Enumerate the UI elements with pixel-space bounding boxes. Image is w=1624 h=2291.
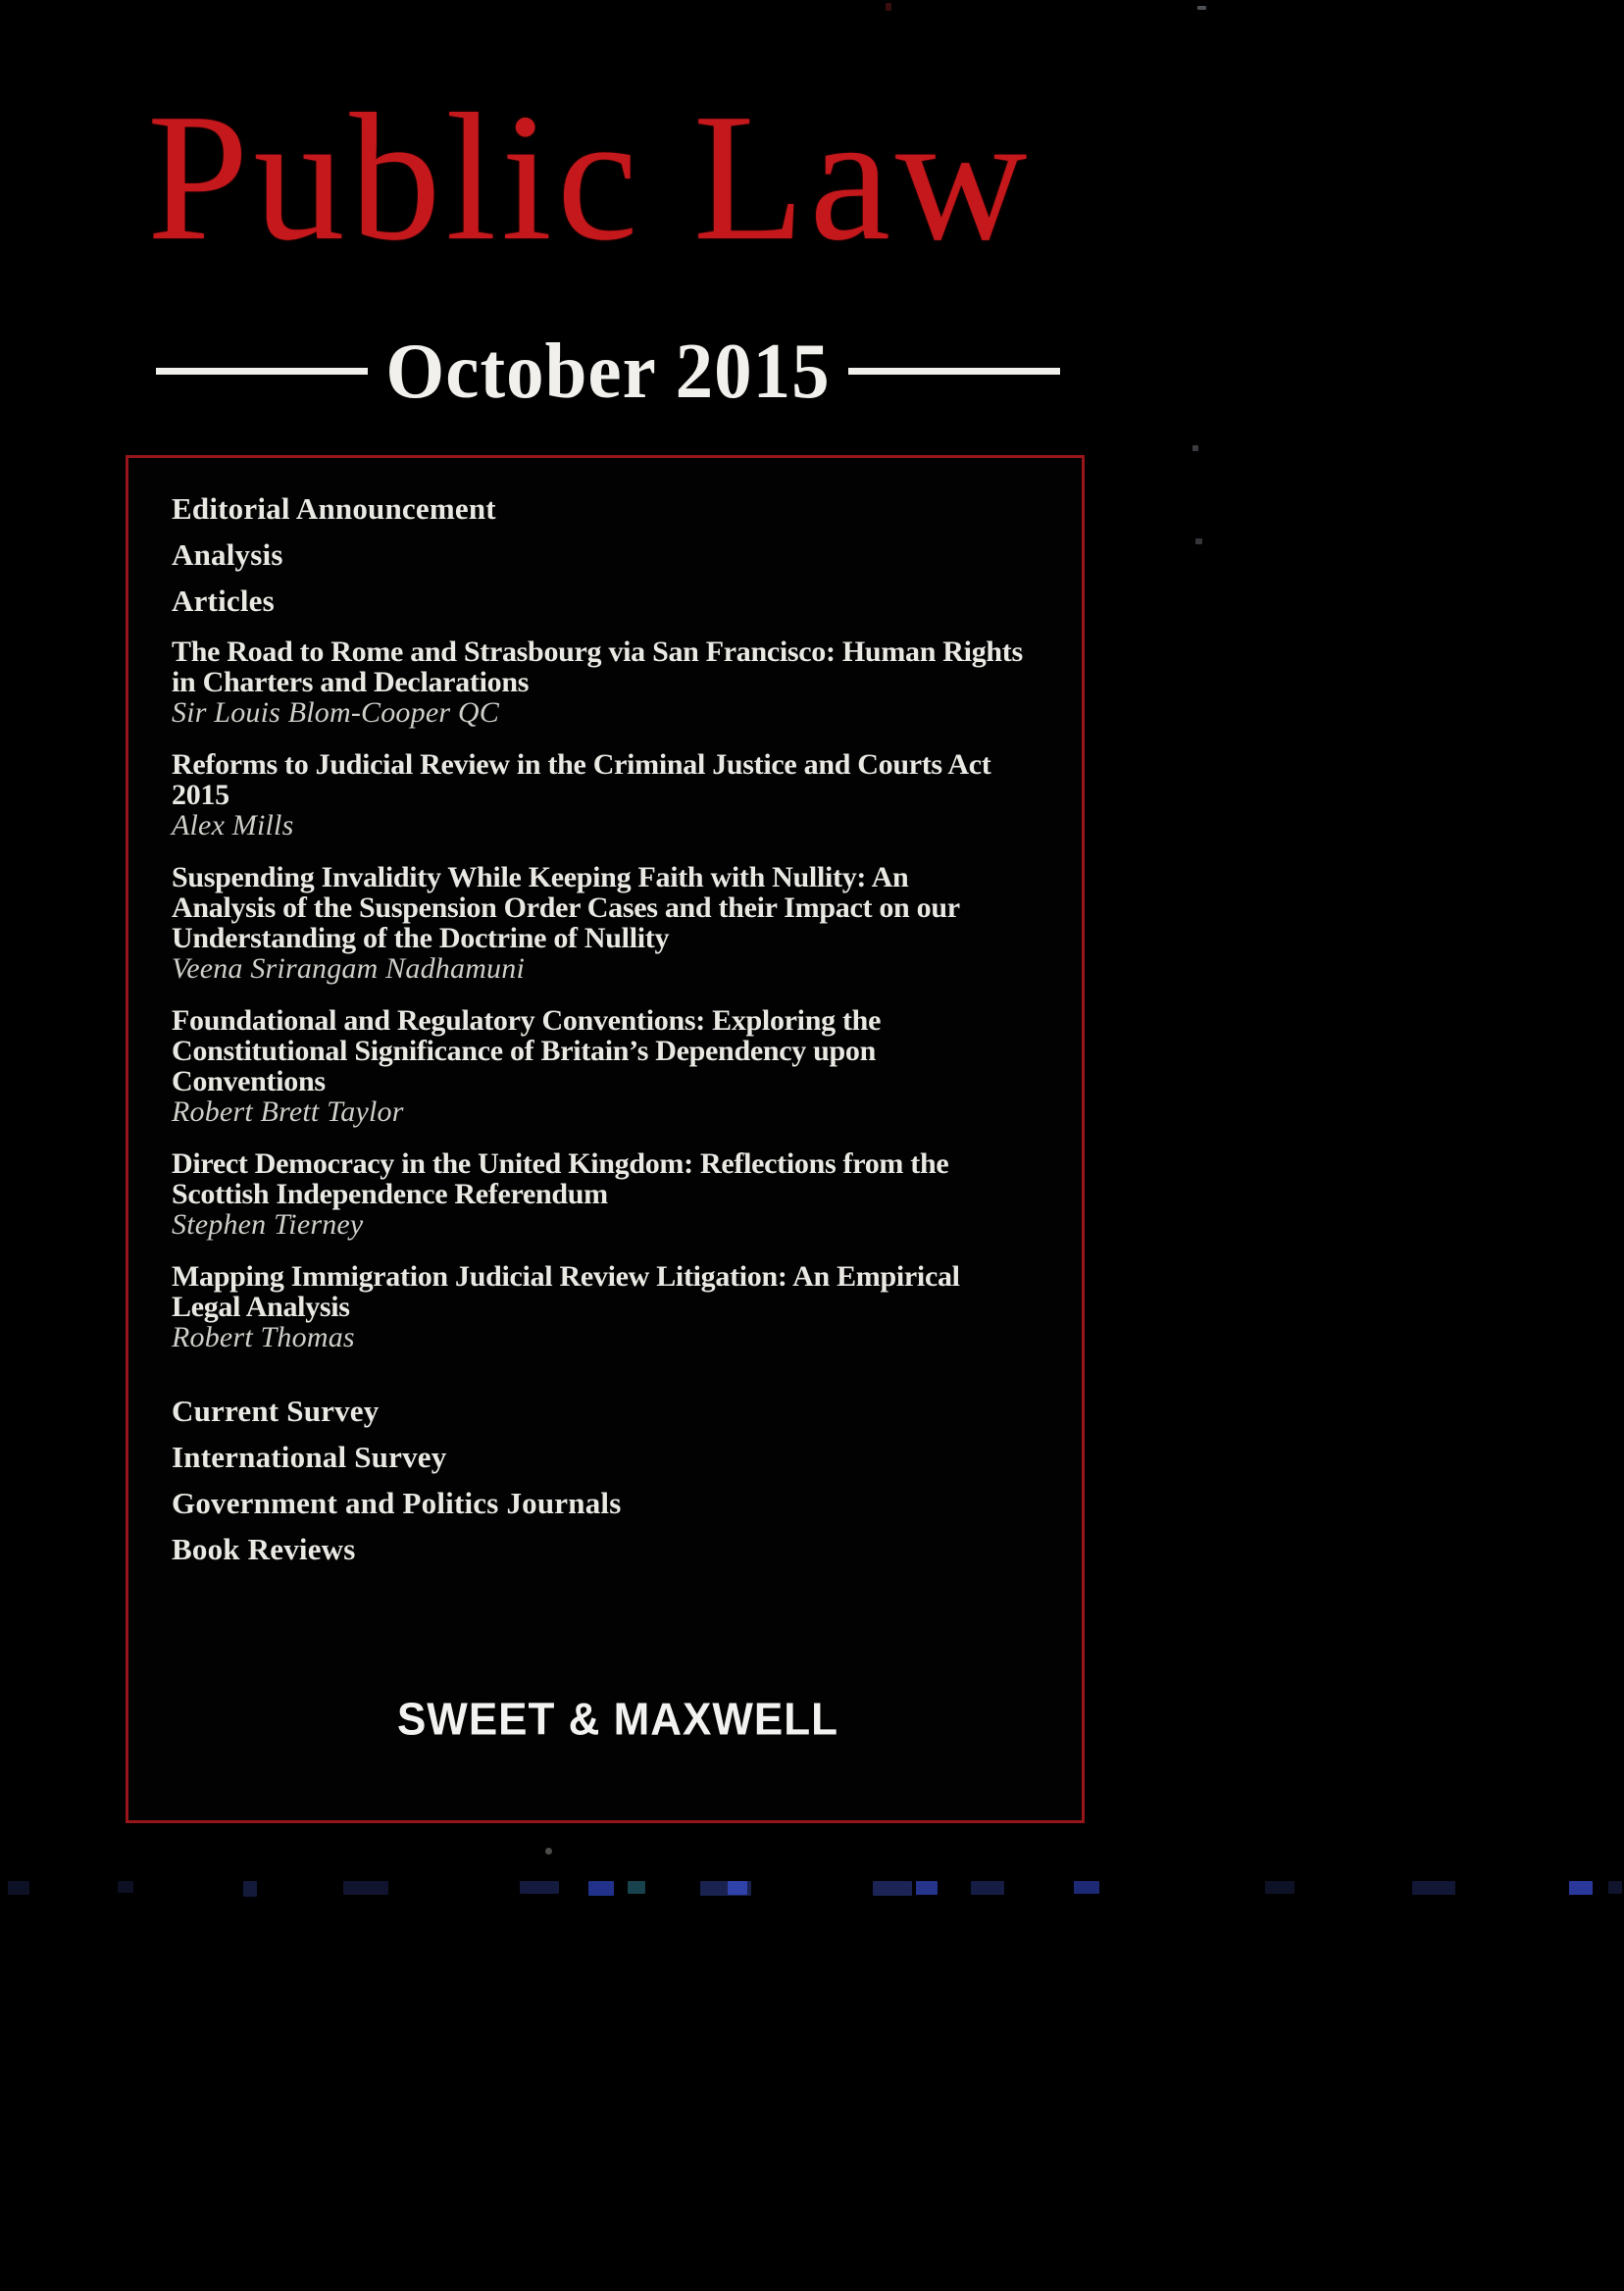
issue-rule-left	[156, 368, 368, 375]
toc-bottom-sections	[172, 1394, 1064, 1567]
journal-title: Public Law	[147, 76, 1033, 279]
article-title: Foundational and Regulatory Conventions: Exploring the Constitutional Significance of Britain’s Dependency upon Conventions	[172, 1004, 882, 1097]
publisher-logo: SWEET & MAXWELL	[396, 1694, 839, 1746]
article-author: Alex Mills	[172, 809, 294, 841]
scan-noise-band	[0, 1881, 1236, 1903]
article-author: Robert Brett Taylor	[172, 1095, 404, 1128]
issue-line	[0, 327, 1216, 415]
scan-artifact	[886, 3, 891, 11]
article-entry	[172, 636, 1064, 728]
article-entry	[172, 1261, 1064, 1352]
toc-section-articles: Articles	[172, 584, 275, 618]
toc-section-editorial-announcement: Editorial Announcement	[172, 491, 496, 526]
issue-date: October 2015	[385, 327, 831, 415]
article-entry	[172, 862, 1064, 984]
article-author: Veena Srirangam Nadhamuni	[172, 952, 525, 985]
issue-rule-right	[848, 368, 1060, 375]
toc-section-international-survey: International Survey	[172, 1440, 447, 1474]
article-author: Robert Thomas	[172, 1321, 355, 1353]
toc-section-book-reviews: Book Reviews	[172, 1532, 356, 1566]
toc-section-current-survey: Current Survey	[172, 1394, 380, 1428]
article-title: Direct Democracy in the United Kingdom: Reflections from the Scottish Independence Referendum	[172, 1147, 949, 1210]
toc-section-government-politics-journals: Government and Politics Journals	[172, 1486, 622, 1520]
article-entry	[172, 749, 1064, 840]
scan-artifact	[1195, 538, 1202, 544]
article-author: Sir Louis Blom-Cooper QC	[172, 696, 499, 729]
article-entry	[172, 1005, 1064, 1127]
table-of-contents-box	[126, 455, 1085, 1823]
article-title: The Road to Rome and Strasbourg via San Francisco: Human Rights in Charters and Declarations	[172, 636, 1023, 698]
article-author: Stephen Tierney	[172, 1208, 364, 1241]
article-title: Reforms to Judicial Review in the Criminal Justice and Courts Act 2015	[172, 748, 991, 811]
article-title: Mapping Immigration Judicial Review Litigation: An Empirical Legal Analysis	[172, 1260, 960, 1323]
scan-artifact	[545, 1848, 552, 1855]
toc-section-analysis: Analysis	[172, 537, 283, 572]
article-entry	[172, 1148, 1064, 1240]
scan-artifact	[1197, 6, 1206, 10]
article-title: Suspending Invalidity While Keeping Faith with Nullity: An Analysis of the Suspension Order Cases and their Impact on our Understanding of the Doctrine of Nullity	[172, 861, 960, 954]
scan-artifact	[1193, 445, 1198, 451]
